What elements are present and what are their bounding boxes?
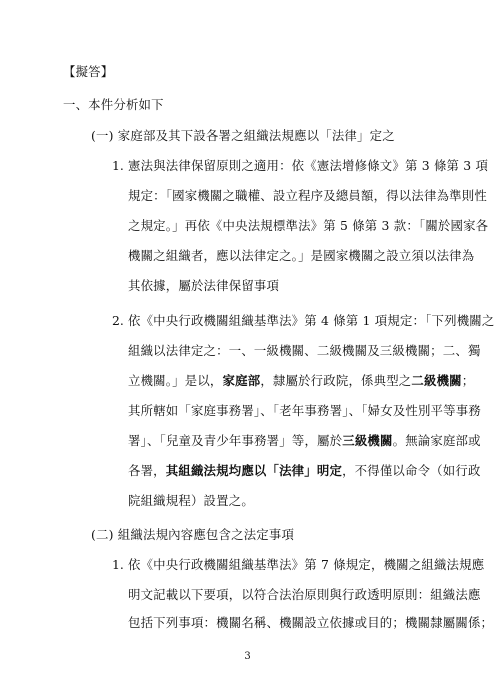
bold-text: 家庭部 [222, 373, 261, 388]
item-number: 2. [112, 313, 124, 328]
bold-text: 其組織法規均應以「法律」明定 [165, 463, 343, 478]
text-run: ； [461, 373, 475, 388]
subsection-title-2: (二) 組織法規內容應包含之法定事項 [91, 527, 295, 542]
page-number: 3 [244, 651, 251, 662]
paragraph-line: 憲法與法律保留原則之適用：依《憲法增修條文》第 3 條第 3 項 [128, 158, 489, 173]
section-title: 一、本件分析如下 [63, 97, 164, 112]
paragraph-line: 規定：「國家機關之職權、設立程序及總員額，得以法律為準則性 [128, 188, 487, 203]
text-run: ，隸屬於行政院，係典型之 [260, 373, 412, 388]
paragraph-line: 依《中央行政機關組織基準法》第 7 條規定，機關之組織法規應 [128, 557, 485, 572]
paragraph-line: 院組織規程）設置之。 [128, 493, 254, 508]
subsection-title-1: (一) 家庭部及其下設各署之組織法規應以「法律」定之 [91, 128, 395, 143]
answer-heading: 【擬答】 [63, 64, 114, 79]
text-run: 。無論家庭部或 [392, 433, 481, 448]
paragraph-line [128, 463, 481, 479]
paragraph-line: 之規定。」再依《中央法規標準法》第 5 條第 3 款：「關於國家各 [128, 218, 489, 233]
paragraph-line: 其所轄如「家庭事務署」、「老年事務署」、「婦女及性別平等事務 [128, 403, 481, 418]
paragraph-line: 其依據，屬於法律保留事項 [128, 278, 280, 293]
text-run: 署」、「兒童及青少年事務署」等，屬於 [128, 433, 343, 448]
item-number: 1. [112, 158, 124, 173]
item-number: 1. [112, 557, 124, 572]
paragraph-line: 包括下列事項：機關名稱、機關設立依據或目的；機關隸屬關係； [128, 615, 494, 630]
bold-text: 三級機關 [342, 433, 393, 448]
text-run: 立機關。」是以， [128, 373, 223, 388]
text-run: 各署， [128, 463, 166, 478]
bold-text: 二級機關 [411, 373, 462, 388]
text-run: ，不得僅以命令（如行政 [342, 463, 481, 478]
paragraph-line: 機關之組織者，應以法律定之。」是國家機關之設立須以法律為 [128, 248, 475, 263]
paragraph-line [128, 433, 481, 449]
paragraph-line: 依《中央行政機關組織基準法》第 4 條第 1 項規定：「下列機關之 [128, 313, 495, 328]
paragraph-line: 組織以法律定之：一、一級機關、二級機關及三級機關；二、獨 [128, 343, 481, 358]
paragraph-line: 明文記載以下要項，以符合法治原則與行政透明原則：組織法應 [128, 587, 481, 602]
paragraph-line [128, 373, 474, 389]
